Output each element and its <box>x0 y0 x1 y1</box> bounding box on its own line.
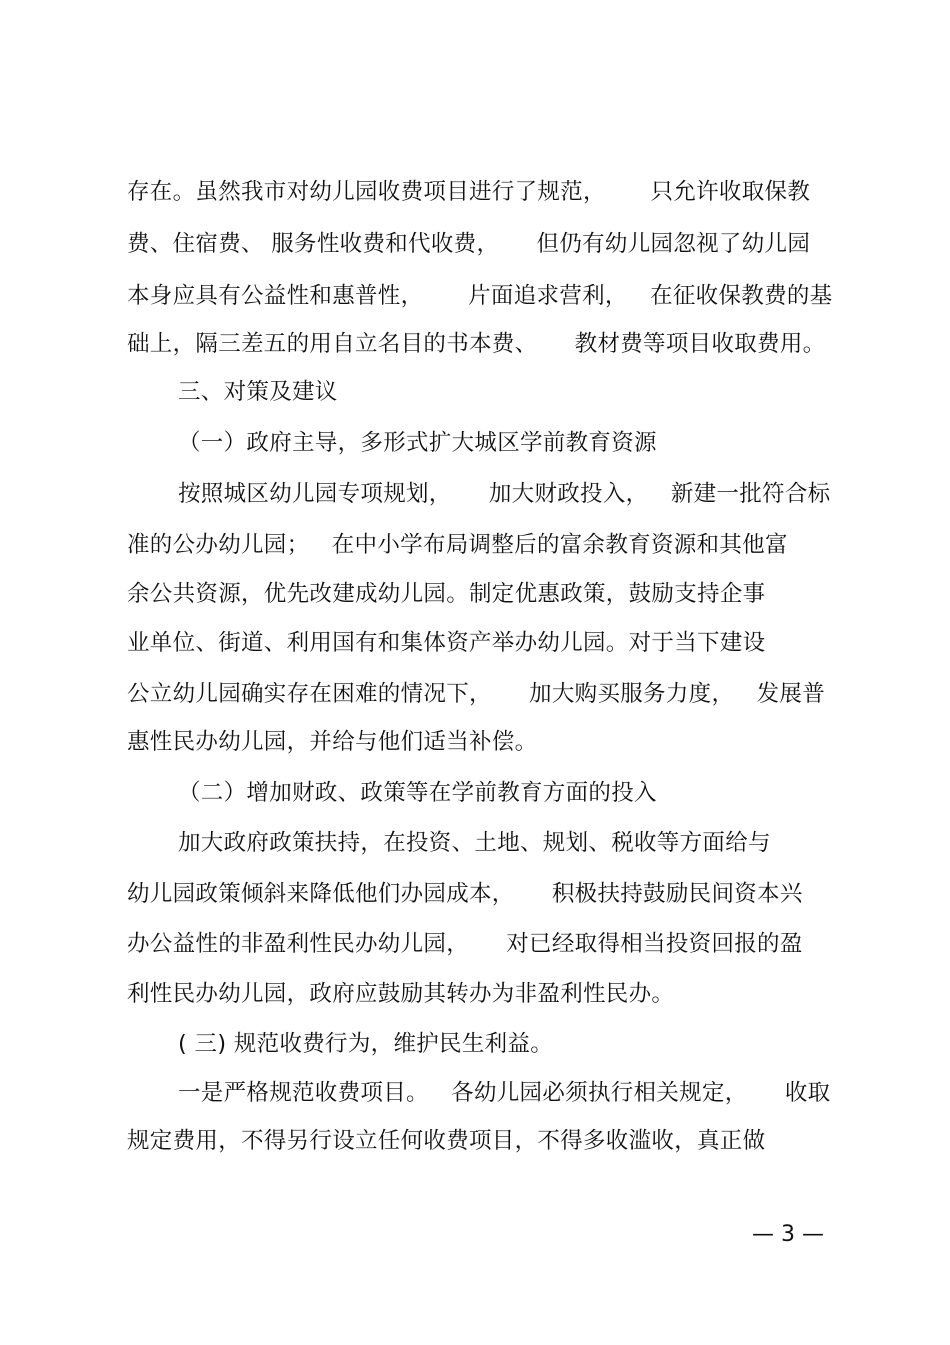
text-line: 础上，隔三差五的用自立名目的书本费、 教材费等项目收取费用。 <box>127 331 826 357</box>
text-line: 费、住宿费、 服务性收费和代收费， 但仍有幼儿园忽视了幼儿园 <box>127 231 811 257</box>
page-number: — 3 — <box>752 1222 824 1247</box>
text-line: 幼儿园政策倾斜来降低他们办园成本， 积极扶持鼓励民间资本兴 <box>127 881 803 907</box>
text-line: 利性民办幼儿园，政府应鼓励其转办为非盈利性民办。 <box>127 981 675 1007</box>
subsection-heading: （一）政府主导，多形式扩大城区学前教育资源 <box>178 430 657 456</box>
text-line: 规定费用，不得另行设立任何收费项目，不得多收滥收，真正做 <box>127 1128 766 1154</box>
text-line: 办公益性的非盈利性民办幼儿园， 对已经取得相当投资回报的盈 <box>127 931 803 957</box>
text-line: 公立幼儿园确实存在困难的情况下， 加大购买服务力度， 发展普 <box>127 681 826 707</box>
subsection-heading: （二）增加财政、政策等在学前教育方面的投入 <box>178 780 657 806</box>
text-line: 惠性民办幼儿园，并给与他们适当补偿。 <box>127 729 538 755</box>
text-line: 存在。虽然我市对幼儿园收费项目进行了规范， 只允许收取保教 <box>127 179 811 205</box>
text-line: 业单位、街道、利用国有和集体资产举办幼儿园。对于当下建设 <box>127 630 766 656</box>
text-line: 余公共资源，优先改建成幼儿园。制定优惠政策，鼓励支持企事 <box>127 581 766 607</box>
section-heading: 三、对策及建议 <box>178 379 338 405</box>
text-line: 本身应具有公益性和惠普性， 片面追求营利， 在征收保教费的基 <box>127 283 833 309</box>
subsection-heading: ( 三) 规范收费行为，维护民生利益。 <box>178 1031 554 1057</box>
text-line: 按照城区幼儿园专项规划， 加大财政投入， 新建一批符合标 <box>178 481 831 507</box>
text-line: 加大政府政策扶持，在投资、土地、规划、税收等方面给与 <box>178 830 771 856</box>
text-line: 一是严格规范收费项目。 各幼儿园必须执行相关规定， 收取 <box>178 1080 831 1106</box>
text-line: 准的公办幼儿园； 在中小学布局调整后的富余教育资源和其他富 <box>127 532 788 558</box>
